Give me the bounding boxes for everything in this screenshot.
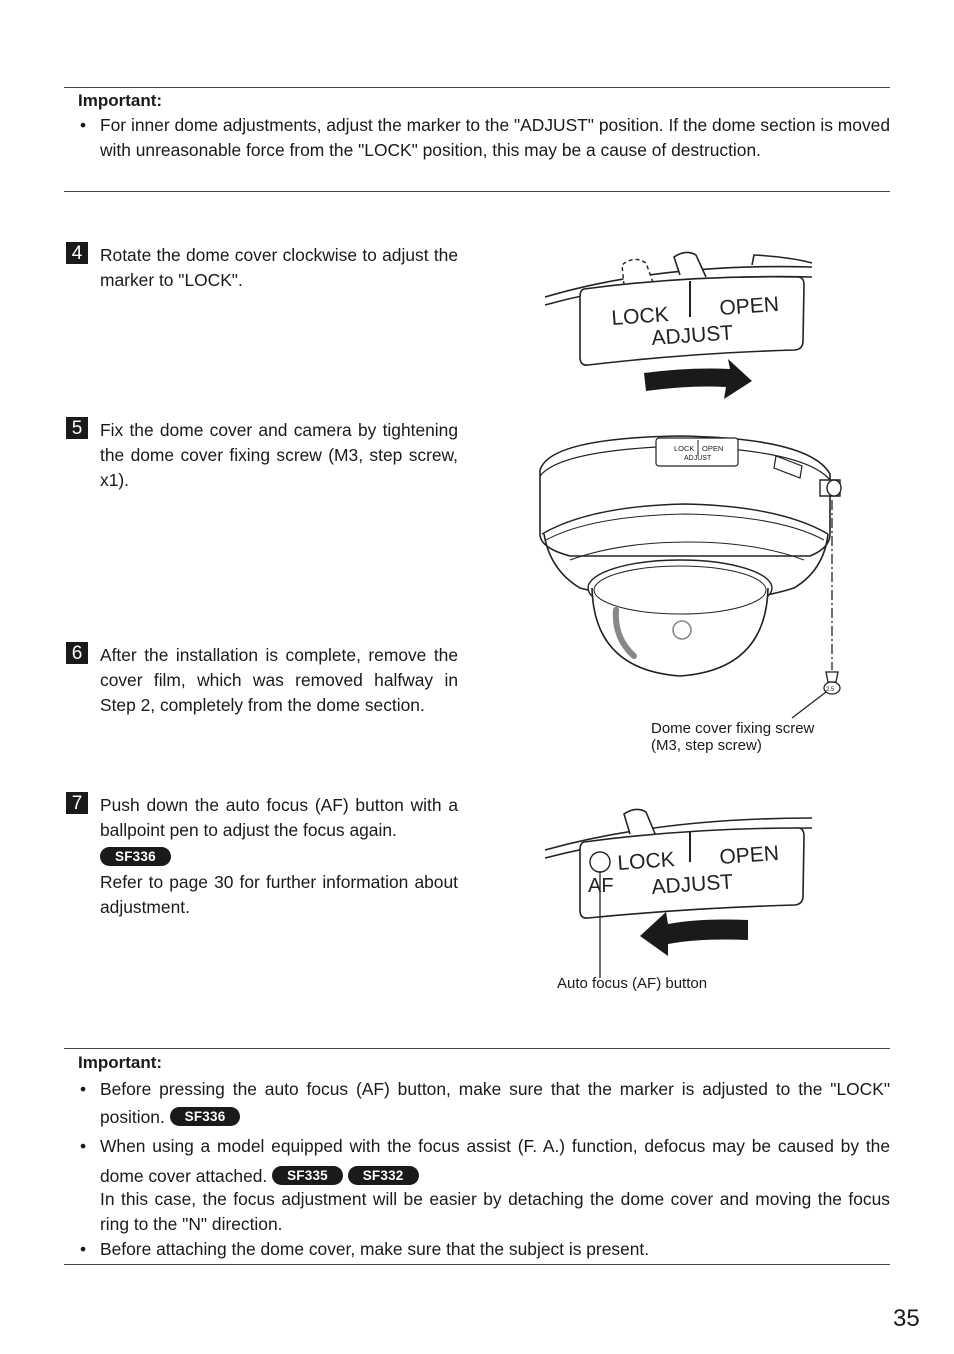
af-button-icon bbox=[590, 852, 610, 872]
af-button-figure bbox=[540, 800, 830, 980]
important-bullet-2-extra: In this case, the focus adjustment will be easier by detaching the dome cover and moving the focus ring to the "N" direction. bbox=[100, 1189, 890, 1234]
important-bullet-1 bbox=[100, 1075, 890, 1131]
af-lock-label: LOCK bbox=[616, 848, 676, 875]
screw-caption-line1: Dome cover fixing screw bbox=[651, 720, 815, 737]
step-number-6: 6 bbox=[66, 642, 88, 664]
important-bullet-2-text: When using a model equipped with the focus assist (F. A.) function, defocus may be caused by the dome cover attached. bbox=[100, 1136, 890, 1186]
model-badge-sf336-b: SF336 bbox=[170, 1107, 241, 1126]
important-bullet-1-text: Before pressing the auto focus (AF) button, make sure that the marker is adjusted to the "LOCK" position. bbox=[100, 1079, 890, 1127]
top-rule-lower bbox=[64, 191, 890, 192]
lock-marker-figure bbox=[540, 245, 830, 410]
counterclockwise-arrow-icon bbox=[640, 912, 748, 956]
important-bullet-top: • For inner dome adjustments, adjust the marker to the "ADJUST" position. If the dome section is moved with unreasonable force from the "LOCK" position, this may be a cause of destruction. bbox=[100, 113, 890, 163]
lock-label: LOCK bbox=[610, 303, 670, 330]
small-lock-label: LOCK bbox=[674, 444, 695, 453]
adjust-label: ADJUST bbox=[650, 321, 734, 350]
important-title-bottom: Important: bbox=[78, 1053, 163, 1072]
important-title-top: Important: bbox=[78, 91, 163, 110]
bottom-rule-upper bbox=[64, 1048, 890, 1049]
step-text-4: Rotate the dome cover clockwise to adjust the marker to "LOCK". bbox=[100, 245, 458, 290]
step-number-7: 7 bbox=[66, 792, 88, 814]
fixing-screw-icon bbox=[826, 672, 838, 682]
open-label: OPEN bbox=[718, 292, 780, 320]
af-caption: Auto focus (AF) button bbox=[557, 975, 708, 992]
step-text-5: Fix the dome cover and camera by tightening the dome cover fixing screw (M3, step screw, x1). bbox=[100, 420, 458, 490]
af-open-label: OPEN bbox=[718, 841, 780, 869]
top-rule-upper bbox=[64, 87, 890, 88]
screw-mark: 2.5 bbox=[826, 687, 835, 693]
step-text-6: After the installation is complete, remove the cover film, which was removed halfway in Step 2, completely from the dome section. bbox=[100, 645, 458, 715]
af-adjust-label: ADJUST bbox=[650, 870, 734, 899]
screw-caption-line2: (M3, step screw) bbox=[651, 737, 762, 754]
page-number: 35 bbox=[893, 1305, 920, 1332]
important-bullet-2 bbox=[100, 1131, 890, 1191]
important-bullet-3: • Before attaching the dome cover, make sure that the subject is present. bbox=[100, 1237, 890, 1262]
screw-caption bbox=[651, 720, 814, 754]
dome-camera-figure bbox=[530, 430, 850, 720]
step-text-7-main: Push down the auto focus (AF) button with a ballpoint pen to adjust the focus again. bbox=[100, 795, 458, 840]
step-number-4: 4 bbox=[66, 242, 88, 264]
step-number-5: 5 bbox=[66, 417, 88, 439]
model-badge-sf336: SF336 bbox=[100, 847, 171, 866]
small-open-label: OPEN bbox=[702, 444, 724, 453]
bottom-rule-lower bbox=[64, 1264, 890, 1265]
af-label: AF bbox=[588, 875, 614, 897]
clockwise-arrow-icon bbox=[644, 359, 752, 399]
step-text-7-refer: Refer to page 30 for further information about adjustment. bbox=[100, 872, 458, 917]
small-adjust-label: ADJUST bbox=[684, 455, 712, 462]
model-badge-sf335: SF335 bbox=[272, 1166, 343, 1185]
step-text-7 bbox=[100, 793, 458, 920]
model-badge-sf332: SF332 bbox=[348, 1166, 419, 1185]
